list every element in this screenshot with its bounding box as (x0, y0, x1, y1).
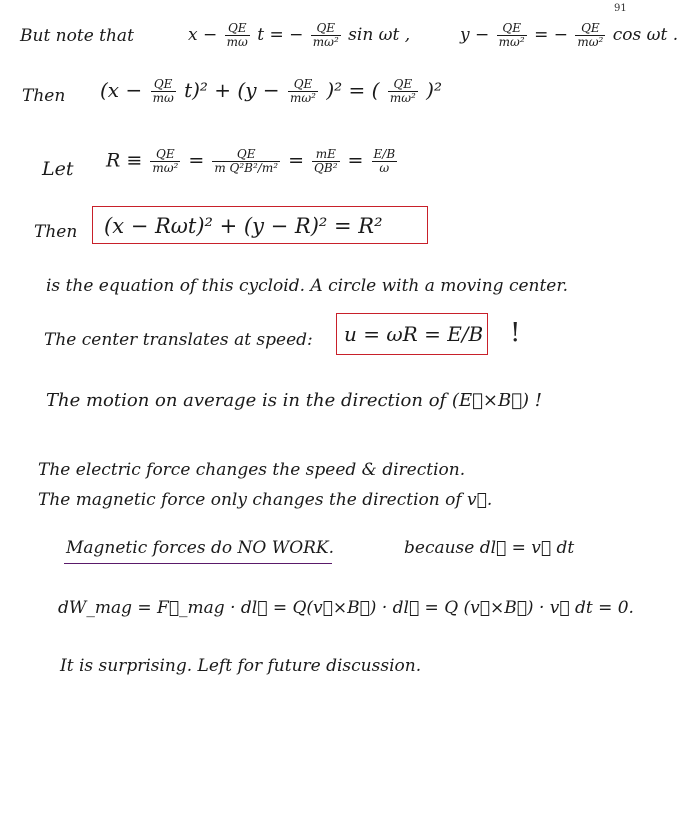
frac (497, 22, 527, 49)
frac-den: mω² (498, 35, 525, 50)
frac-den: mω² (312, 35, 339, 50)
line-2-lead: Then (22, 86, 66, 106)
line-11: dW_mag = F⃗_mag · dl⃗ = Q(v⃗×B⃗) · dl⃗ = Q (v⃗×B⃗) · v⃗ dt = 0. (58, 598, 634, 618)
frac-den: QB² (314, 161, 338, 176)
boxed-speed: u = ωR = E/B (344, 322, 484, 346)
frac-num: QE (212, 148, 280, 162)
line-10-tail: because dl⃗ = v⃗ dt (404, 538, 575, 558)
frac-den: mω² (577, 35, 604, 50)
frac-den: mω (226, 35, 248, 50)
frac-num: QE (225, 22, 250, 36)
frac-den: m Q²B²/m² (214, 161, 279, 176)
frac-num: QE (388, 78, 418, 92)
frac-num: QE (150, 148, 180, 162)
eq-part: = (288, 149, 304, 172)
frac (311, 22, 341, 49)
eq1-tail: sin ωt , (348, 25, 411, 46)
boxed-equation: (x − Rωt)² + (y − R)² = R² (104, 214, 383, 238)
frac (388, 78, 418, 105)
eq2-tail: cos ωt . (612, 25, 678, 46)
line-9: The magnetic force only changes the direction of v⃗. (38, 490, 493, 510)
frac (372, 148, 398, 175)
eq2-left: y − (460, 25, 490, 46)
frac-num: QE (151, 78, 176, 92)
eq-part: )² (426, 78, 442, 103)
frac (288, 78, 318, 105)
eq-part: (x − (100, 78, 143, 103)
frac-den: mω (152, 91, 174, 106)
frac-num: QE (288, 78, 318, 92)
line-10: Magnetic forces do NO WORK. (66, 538, 335, 558)
line-1-eq2 (460, 22, 678, 49)
line-1 (20, 28, 134, 45)
line-1-eq1 (188, 22, 410, 49)
frac (212, 148, 280, 175)
frac (312, 148, 339, 175)
line-3-eq (106, 148, 399, 175)
eq-part: t)² + (y − (184, 78, 280, 103)
frac-num: QE (311, 22, 341, 36)
frac-den: ω (379, 161, 390, 176)
line-6-lead: The center translates at speed: (44, 330, 313, 350)
line-4-lead: Then (34, 222, 78, 242)
line-3-lead: Let (42, 158, 74, 180)
frac (225, 22, 250, 49)
frac (151, 78, 176, 105)
eq-part: = (188, 149, 205, 172)
eq1-left: x − (188, 25, 218, 46)
frac-den: mω² (152, 161, 179, 176)
eq2-mid: = − (534, 25, 568, 46)
line-7: The motion on average is in the direction of (E⃗×B⃗) ! (46, 390, 542, 411)
frac (150, 148, 180, 175)
frac-num: mE (312, 148, 339, 162)
line-5: is the equation of this cycloid. A circle with a moving center. (46, 276, 569, 296)
page-number: 91 (614, 3, 627, 14)
frac-num: E/B (373, 147, 396, 161)
underline (64, 563, 332, 564)
line-1-lead: But note that (20, 26, 134, 46)
frac-den: mω² (290, 91, 316, 106)
eq-part: R ≡ (106, 149, 143, 172)
eq-part: = (347, 149, 364, 172)
eq1-t: t = − (257, 25, 304, 46)
exclamation-mark: ! (510, 318, 521, 348)
eq-part: )² = ( (326, 78, 380, 103)
frac (575, 22, 605, 49)
line-2-eq (100, 78, 442, 105)
frac-num: QE (575, 22, 605, 36)
frac-den: mω² (389, 91, 416, 106)
frac-num: QE (497, 22, 527, 36)
line-8: The electric force changes the speed & direction. (38, 460, 466, 480)
line-12: It is surprising. Left for future discussion. (60, 656, 422, 676)
